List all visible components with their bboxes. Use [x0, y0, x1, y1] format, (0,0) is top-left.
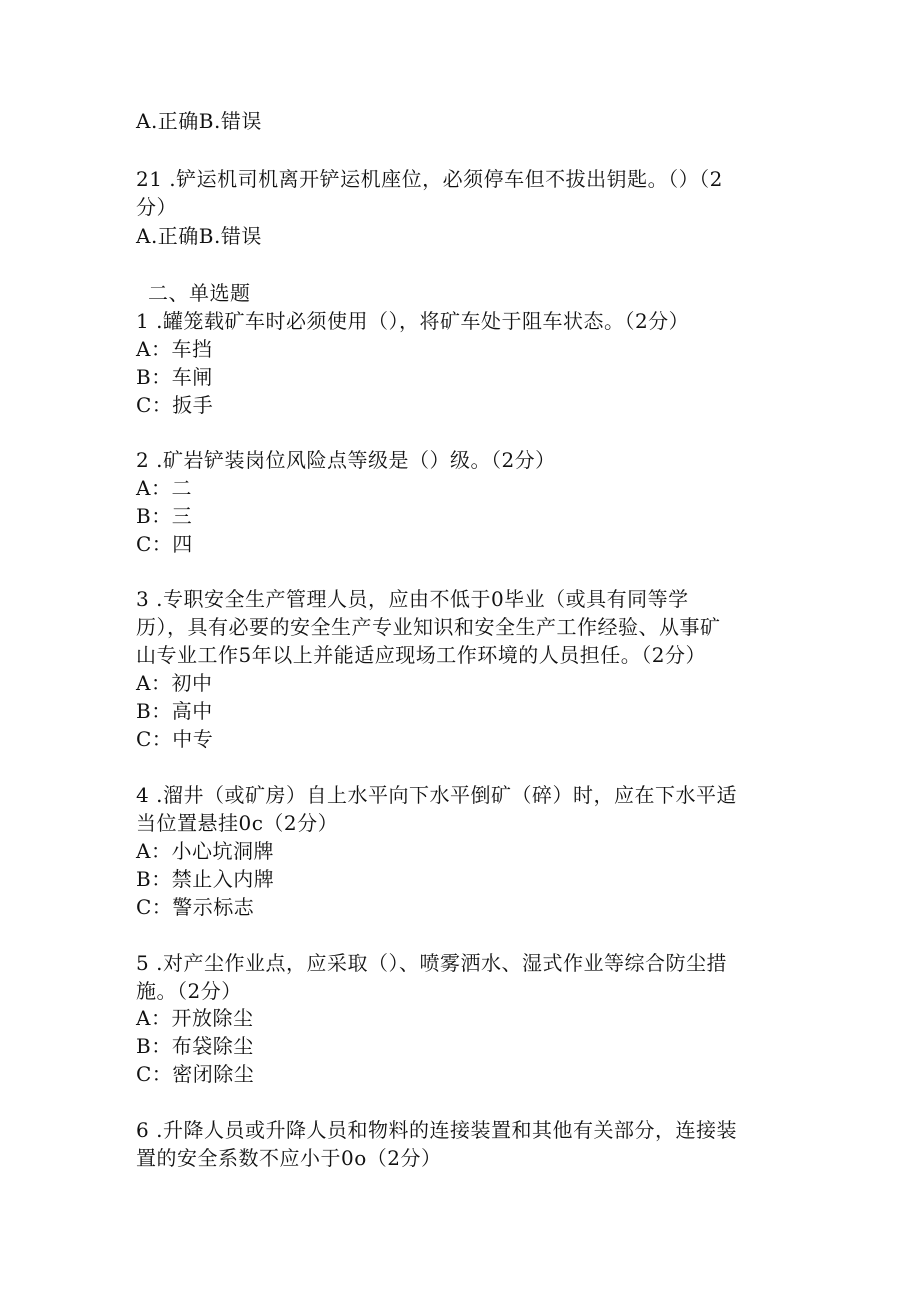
question-6-text-cont: 置的安全系数不应小于0o（2分）	[136, 1146, 442, 1170]
question-3-text-cont: 历），具有必要的安全生产专业知识和安全生产工作经验、从事矿	[136, 615, 721, 639]
question-21-text-cont: 分）	[136, 195, 177, 219]
question-2-text: 2 .矿岩铲装岗位风险点等级是（）级。（2分）	[136, 448, 556, 472]
option-4c: C：警示标志	[136, 895, 255, 919]
option-2b: B：三	[136, 504, 193, 528]
option-5a: A：开放除尘	[136, 1006, 254, 1030]
option-1b: B：车闸	[136, 365, 213, 389]
question-4-text-cont: 当位置悬挂0c（2分）	[136, 811, 339, 835]
question-6-text: 6 .升降人员或升降人员和物料的连接装置和其他有关部分，连接装	[136, 1118, 737, 1142]
question-4-text: 4 .溜井（或矿房）自上水平向下水平倒矿（碎）时，应在下水平适	[136, 783, 737, 807]
option-3b: B：高中	[136, 699, 213, 723]
option-4a: A：小心坑洞牌	[136, 839, 274, 863]
question-21-text: 21 .铲运机司机离开铲运机座位，必须停车但不拔出钥匙。（）（2	[136, 167, 723, 191]
option-4b: B：禁止入内牌	[136, 867, 275, 891]
question-3-text: 3 .专职安全生产管理人员，应由不低于0毕业（或具有同等学	[136, 587, 689, 611]
question-5-text-cont: 施。（2分）	[136, 979, 242, 1003]
option-5b: B：布袋除尘	[136, 1034, 254, 1058]
answer-options-q21: A.正确B.错误	[136, 224, 262, 248]
option-3c: C：中专	[136, 727, 214, 751]
option-1c: C：扳手	[136, 393, 214, 417]
question-3-text-cont2: 山专业工作5年以上并能适应现场工作环境的人员担任。（2分）	[136, 643, 706, 667]
option-5c: C：密闭除尘	[136, 1062, 255, 1086]
option-1a: A：车挡	[136, 337, 213, 361]
section-heading: 二、单选题	[148, 281, 251, 305]
answer-options-q20: A.正确B.错误	[136, 109, 262, 133]
question-5-text: 5 .对产尘作业点，应采取（）、喷雾洒水、湿式作业等综合防尘措	[136, 951, 727, 975]
option-2a: A：二	[136, 476, 192, 500]
option-3a: A：初中	[136, 671, 213, 695]
question-1-text: 1 .罐笼载矿车时必须使用（），将矿车处于阻车状态。（2分）	[136, 309, 690, 333]
option-2c: C：四	[136, 532, 193, 556]
